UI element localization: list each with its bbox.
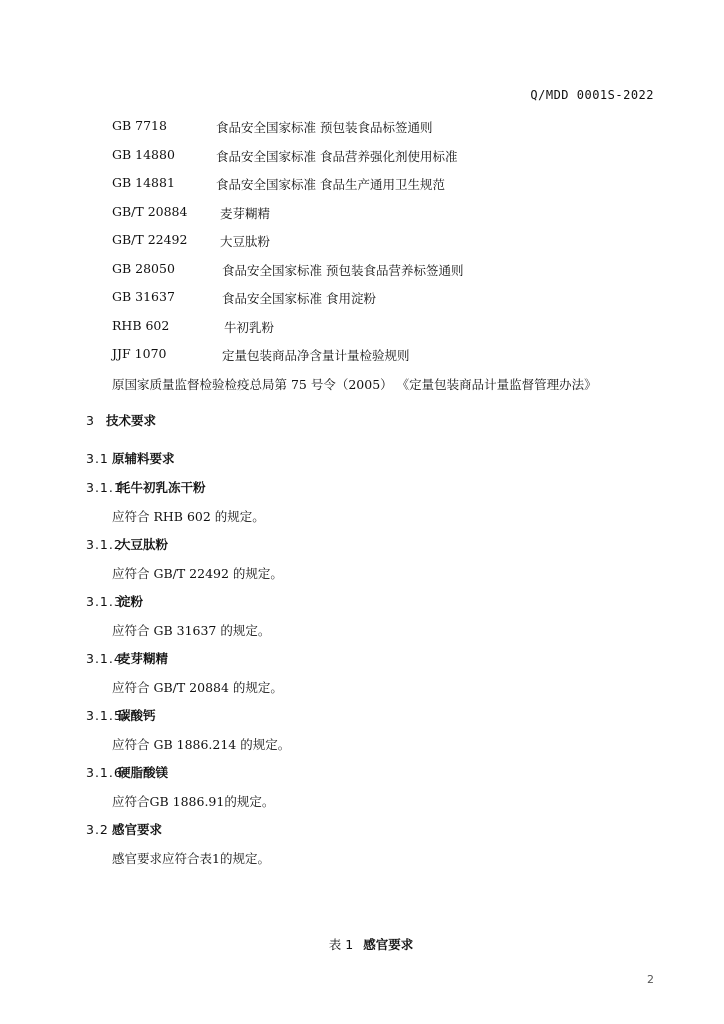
reference-title: 食品安全国家标准 食品生产通用卫生规范 <box>216 177 445 192</box>
reference-code: GB 14880 <box>112 147 175 162</box>
section-number: 3.1.1 <box>86 480 123 495</box>
table-title: 感官要求 <box>363 937 414 952</box>
reference-title: 食品安全国家标准 食品营养强化剂使用标准 <box>216 149 458 164</box>
reference-code: RHB 602 <box>112 318 170 333</box>
section-text: 应符合 GB 31637 的规定。 <box>112 623 271 638</box>
section-title: 麦芽糊精 <box>118 651 169 666</box>
section-number: 3.1.2 <box>86 537 123 552</box>
reference-code: GB/T 20884 <box>112 204 188 219</box>
section-title: 原辅料要求 <box>112 451 175 466</box>
section-text: 应符合 RHB 602 的规定。 <box>112 509 265 524</box>
reference-code: GB 14881 <box>112 175 175 190</box>
section-number: 3.1.6 <box>86 765 123 780</box>
section-text: 应符合 GB/T 22492 的规定。 <box>112 566 283 581</box>
reference-title: 食品安全国家标准 预包装食品营养标签通则 <box>222 263 464 278</box>
table-number: 表 1 <box>328 937 354 952</box>
reference-title: 食品安全国家标准 食用淀粉 <box>222 291 376 306</box>
section-text: 感官要求应符合表1的规定。 <box>112 851 270 866</box>
reference-title: 麦芽糊精 <box>220 206 271 221</box>
section-number: 3.1.5 <box>86 708 123 723</box>
section-title: 牦牛初乳冻干粉 <box>118 480 206 495</box>
section-heading <box>86 449 175 467</box>
section-title: 感官要求 <box>112 822 163 837</box>
section-title: 碳酸钙 <box>118 708 156 723</box>
table-caption <box>0 935 724 953</box>
page-number: 2 <box>647 973 654 986</box>
section-title: 大豆肽粉 <box>118 537 169 552</box>
reference-code: GB 7718 <box>112 118 167 133</box>
section-number: 3.1.4 <box>86 651 123 666</box>
section-heading <box>86 535 168 553</box>
reference-title: 食品安全国家标准 预包装食品标签通则 <box>216 120 433 135</box>
section-title: 技术要求 <box>106 413 157 428</box>
section-title: 淀粉 <box>118 594 144 609</box>
reference-code: GB 28050 <box>112 261 175 276</box>
section-text: 应符合 GB 1886.214 的规定。 <box>112 737 291 752</box>
section-heading <box>86 649 168 667</box>
section-heading <box>86 411 156 429</box>
section-number: 3.1 <box>86 451 109 466</box>
reference-title: 定量包装商品净含量计量检验规则 <box>222 348 410 363</box>
reference-code: GB 31637 <box>112 289 175 304</box>
reference-code: JJF 1070 <box>112 346 167 361</box>
section-text: 应符合 GB/T 20884 的规定。 <box>112 680 283 695</box>
reference-title: 牛初乳粉 <box>224 320 275 335</box>
section-heading <box>86 820 162 838</box>
section-number: 3.2 <box>86 822 109 837</box>
reference-title: 大豆肽粉 <box>220 234 271 249</box>
section-title: 硬脂酸镁 <box>118 765 169 780</box>
reference-code: GB/T 22492 <box>112 232 188 247</box>
section-heading <box>86 763 168 781</box>
section-number: 3.1.3 <box>86 594 123 609</box>
section-heading <box>86 592 143 610</box>
section-number: 3 <box>86 413 95 428</box>
reference-note: 原国家质量监督检验检疫总局第 75 号令（2005） 《定量包装商品计量监督管理办法》 <box>112 377 597 392</box>
section-text: 应符合GB 1886.91的规定。 <box>112 794 275 809</box>
section-heading <box>86 478 206 496</box>
document-code: Q/MDD 0001S-2022 <box>530 88 654 102</box>
section-heading <box>86 706 156 724</box>
